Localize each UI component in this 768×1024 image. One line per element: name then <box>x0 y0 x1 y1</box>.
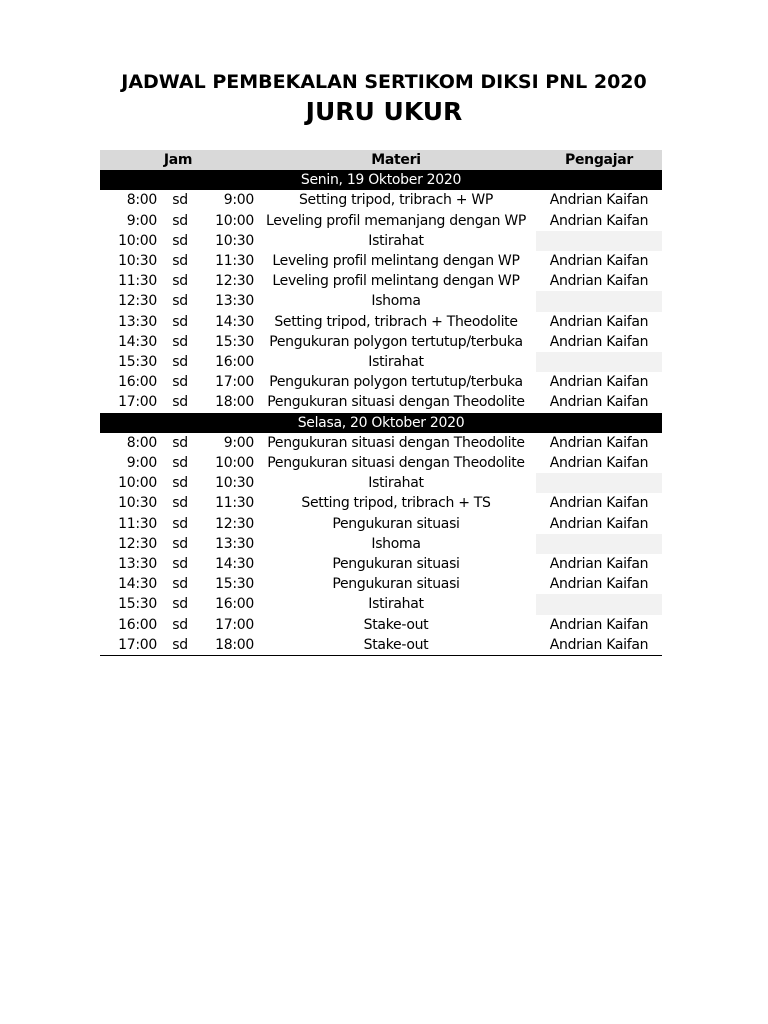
pengajar-cell: Andrian Kaifan <box>549 434 649 451</box>
table-row <box>100 392 662 412</box>
table-row <box>100 635 662 656</box>
sd-cell: sd <box>172 556 188 573</box>
document-title: JADWAL PEMBEKALAN SERTIKOM DIKSI PNL 2020 <box>121 71 647 93</box>
materi-cell: Leveling profil melintang dengan WP <box>272 273 520 290</box>
start-time-cell: 10:30 <box>118 495 157 512</box>
pengajar-cell: Andrian Kaifan <box>549 616 649 633</box>
end-time-cell: 17:00 <box>215 374 254 391</box>
pengajar-cell: Andrian Kaifan <box>549 212 649 229</box>
day-header-row <box>100 413 662 433</box>
start-time-cell: 10:00 <box>118 475 157 492</box>
table-header-row <box>100 150 662 170</box>
materi-cell: Istirahat <box>368 232 424 249</box>
sd-cell: sd <box>172 596 188 613</box>
start-time-cell: 14:30 <box>118 576 157 593</box>
materi-cell: Setting tripod, tribrach + WP <box>298 192 494 209</box>
pengajar-cell: Andrian Kaifan <box>549 394 649 411</box>
pengajar-cell: Andrian Kaifan <box>549 576 649 593</box>
materi-cell: Ishoma <box>371 293 421 310</box>
end-time-cell: 14:30 <box>215 556 254 573</box>
end-time-cell: 10:00 <box>215 212 254 229</box>
sd-cell: sd <box>172 333 188 350</box>
end-time-cell: 15:30 <box>215 333 254 350</box>
pengajar-cell <box>536 291 662 311</box>
sd-cell: sd <box>172 475 188 492</box>
table-row <box>100 534 662 554</box>
schedule-body <box>100 170 662 655</box>
start-time-cell: 11:30 <box>118 273 157 290</box>
header-jam: Jam <box>100 150 256 170</box>
pengajar-cell <box>536 231 662 251</box>
sd-cell: sd <box>172 616 188 633</box>
table-row <box>100 332 662 352</box>
sd-cell: sd <box>172 434 188 451</box>
table-row <box>100 453 662 473</box>
end-time-cell: 12:30 <box>215 273 254 290</box>
table-row <box>100 574 662 594</box>
end-time-cell: 17:00 <box>215 616 254 633</box>
end-time-cell: 14:30 <box>215 313 254 330</box>
end-time-cell: 15:30 <box>215 576 254 593</box>
start-time-cell: 15:30 <box>118 354 157 371</box>
sd-cell: sd <box>172 192 188 209</box>
end-time-cell: 10:00 <box>215 455 254 472</box>
document-subtitle: JURU UKUR <box>305 97 463 126</box>
table-row <box>100 514 662 534</box>
table-row <box>100 312 662 332</box>
sd-cell: sd <box>172 253 188 270</box>
start-time-cell: 17:00 <box>118 394 157 411</box>
start-time-cell: 9:00 <box>126 212 157 229</box>
sd-cell: sd <box>172 232 188 249</box>
table-row <box>100 594 662 614</box>
start-time-cell: 14:30 <box>118 333 157 350</box>
sd-cell: sd <box>172 535 188 552</box>
table-row <box>100 372 662 392</box>
day-label: Senin, 19 Oktober 2020 <box>100 170 662 190</box>
header-pengajar: Pengajar <box>536 150 662 170</box>
end-time-cell: 13:30 <box>215 535 254 552</box>
pengajar-cell: Andrian Kaifan <box>549 374 649 391</box>
materi-cell: Pengukuran situasi <box>332 515 460 532</box>
pengajar-cell: Andrian Kaifan <box>549 192 649 209</box>
pengajar-cell: Andrian Kaifan <box>549 253 649 270</box>
sd-cell: sd <box>172 495 188 512</box>
pengajar-cell: Andrian Kaifan <box>549 495 649 512</box>
start-time-cell: 12:30 <box>118 535 157 552</box>
sd-cell: sd <box>172 293 188 310</box>
start-time-cell: 9:00 <box>126 455 157 472</box>
table-row <box>100 352 662 372</box>
materi-cell: Pengukuran polygon tertutup/terbuka <box>269 333 523 350</box>
end-time-cell: 11:30 <box>215 495 254 512</box>
sd-cell: sd <box>172 354 188 371</box>
end-time-cell: 13:30 <box>215 293 254 310</box>
materi-cell: Leveling profil melintang dengan WP <box>272 253 520 270</box>
materi-cell: Istirahat <box>368 354 424 371</box>
pengajar-cell: Andrian Kaifan <box>549 515 649 532</box>
table-row <box>100 211 662 231</box>
pengajar-cell: Andrian Kaifan <box>549 455 649 472</box>
start-time-cell: 13:30 <box>118 313 157 330</box>
start-time-cell: 16:00 <box>118 616 157 633</box>
materi-cell: Pengukuran situasi dengan Theodolite <box>267 434 525 451</box>
pengajar-cell: Andrian Kaifan <box>536 635 662 656</box>
pengajar-cell: Andrian Kaifan <box>549 313 649 330</box>
start-time-cell: 13:30 <box>118 556 157 573</box>
table-row <box>100 190 662 210</box>
pengajar-cell: Andrian Kaifan <box>549 273 649 290</box>
table-row <box>100 473 662 493</box>
materi-cell: Setting tripod, tribrach + TS <box>301 495 491 512</box>
materi-cell: Pengukuran situasi dengan Theodolite <box>267 394 525 411</box>
sd-cell: sd <box>172 273 188 290</box>
materi-cell: Stake-out <box>256 635 536 656</box>
materi-cell: Ishoma <box>371 535 421 552</box>
sd-cell: sd <box>172 455 188 472</box>
end-time-cell: 11:30 <box>215 253 254 270</box>
day-header-row <box>100 170 662 190</box>
end-time-cell: 10:30 <box>215 475 254 492</box>
materi-cell: Pengukuran situasi <box>332 576 460 593</box>
start-time-cell: 8:00 <box>126 434 157 451</box>
end-time-cell: 9:00 <box>223 192 254 209</box>
sd-cell: sd <box>172 515 188 532</box>
table-row <box>100 493 662 513</box>
schedule-table <box>100 150 662 656</box>
materi-cell: Pengukuran situasi dengan Theodolite <box>267 455 525 472</box>
sd-cell: sd <box>172 212 188 229</box>
table-row <box>100 271 662 291</box>
sd-cell: sd <box>160 635 200 656</box>
end-time-cell: 16:00 <box>215 354 254 371</box>
pengajar-cell <box>536 352 662 372</box>
materi-cell: Istirahat <box>368 596 424 613</box>
start-time-cell: 11:30 <box>118 515 157 532</box>
pengajar-cell: Andrian Kaifan <box>549 556 649 573</box>
sd-cell: sd <box>172 374 188 391</box>
end-time-cell: 16:00 <box>215 596 254 613</box>
end-time-cell: 9:00 <box>223 434 254 451</box>
start-time-cell: 12:30 <box>118 293 157 310</box>
sd-cell: sd <box>172 313 188 330</box>
materi-cell: Pengukuran polygon tertutup/terbuka <box>269 374 523 391</box>
table-row <box>100 251 662 271</box>
sd-cell: sd <box>172 576 188 593</box>
end-time-cell: 18:00 <box>200 635 256 656</box>
table-row <box>100 231 662 251</box>
table-row <box>100 291 662 311</box>
materi-cell: Setting tripod, tribrach + Theodolite <box>274 313 518 330</box>
day-label: Selasa, 20 Oktober 2020 <box>100 413 662 433</box>
pengajar-cell <box>536 594 662 614</box>
pengajar-cell: Andrian Kaifan <box>549 333 649 350</box>
start-time-cell: 16:00 <box>118 374 157 391</box>
table-row <box>100 615 662 635</box>
pengajar-cell <box>536 473 662 493</box>
end-time-cell: 10:30 <box>215 232 254 249</box>
table-row <box>100 433 662 453</box>
start-time-cell: 15:30 <box>118 596 157 613</box>
materi-cell: Pengukuran situasi <box>332 556 460 573</box>
materi-cell: Stake-out <box>363 616 429 633</box>
start-time-cell: 10:30 <box>118 253 157 270</box>
sd-cell: sd <box>172 394 188 411</box>
end-time-cell: 12:30 <box>215 515 254 532</box>
start-time-cell: 8:00 <box>126 192 157 209</box>
table-row <box>100 554 662 574</box>
end-time-cell: 18:00 <box>215 394 254 411</box>
start-time-cell: 17:00 <box>100 635 160 656</box>
materi-cell: Leveling profil memanjang dengan WP <box>265 212 527 229</box>
pengajar-cell <box>536 534 662 554</box>
header-materi: Materi <box>256 150 536 170</box>
materi-cell: Istirahat <box>368 475 424 492</box>
start-time-cell: 10:00 <box>118 232 157 249</box>
